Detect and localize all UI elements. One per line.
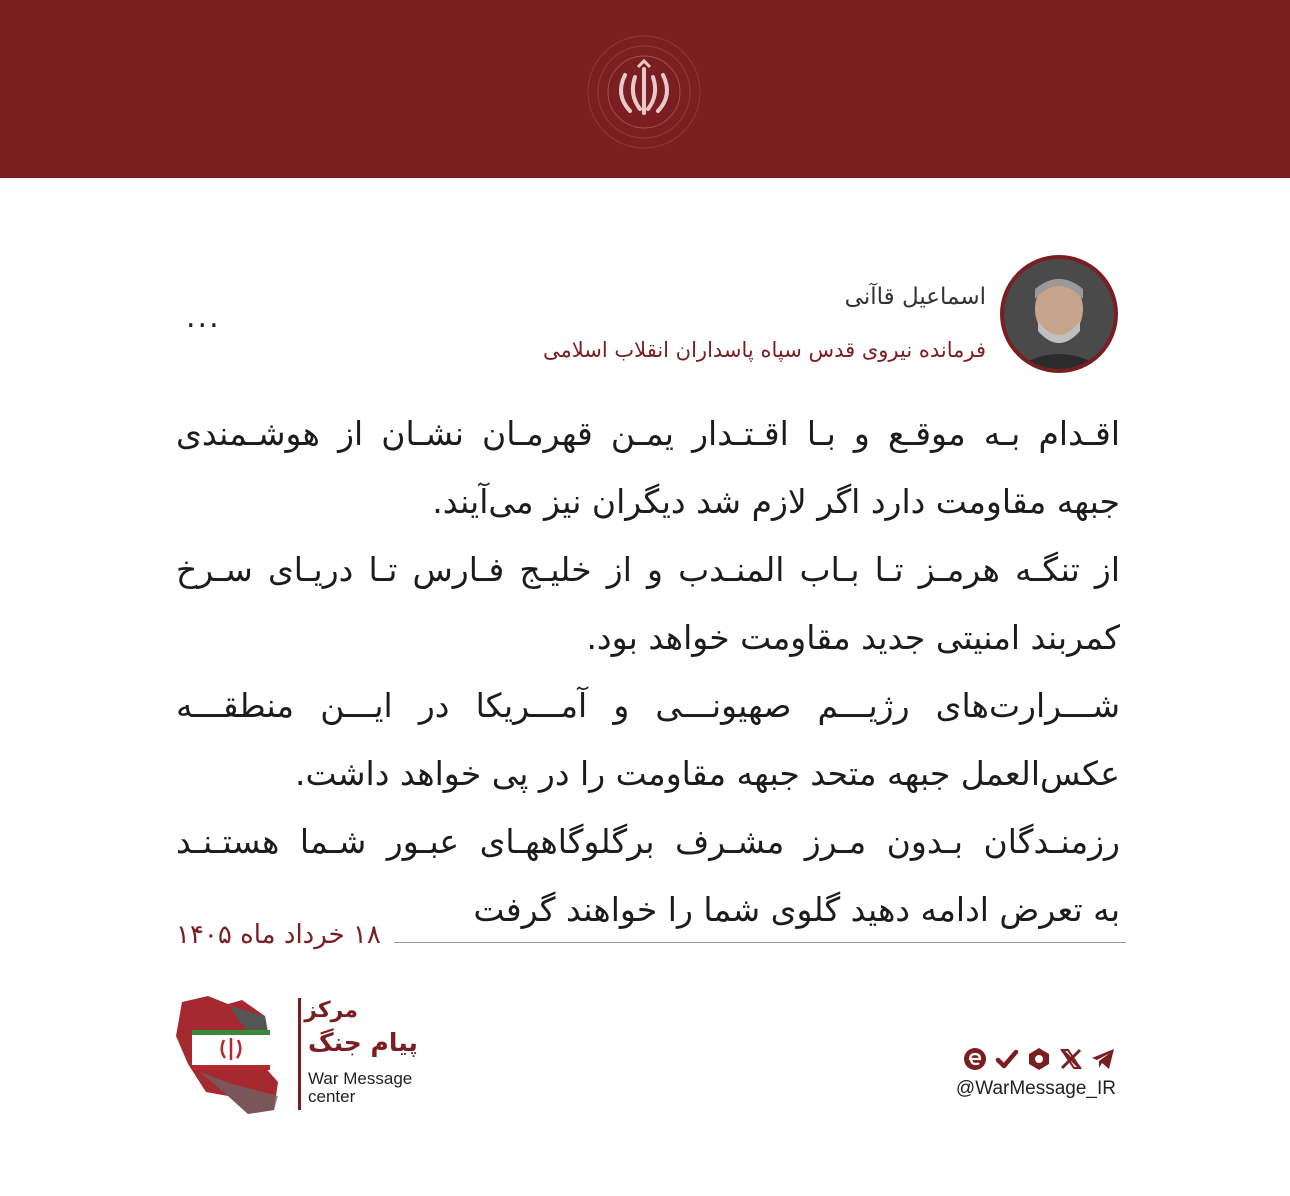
eitaa-icon[interactable] (962, 1046, 988, 1072)
quote-line: شـــرارت‌های رژیـــم صهیونـــی و آمـــریکا در ایـــن منطقـــه (176, 686, 1120, 725)
author-role: فرمانده نیروی قدس سپاه پاسداران انقلاب اسلامی (543, 338, 986, 362)
social-handle[interactable]: @WarMessage_IR (955, 1078, 1116, 1099)
quote-line: از تنگـه هرمـز تـا بـاب المنـدب و از خلیـج فـارس تـا دریـای سـرخ (176, 550, 1120, 589)
brand-name-en-1: War Message (308, 1069, 413, 1088)
quote-line: جبهه مقاومت دارد اگر لازم شد دیگران نیز می‌آیند. (432, 482, 1120, 521)
iran-map-flag-icon (170, 992, 290, 1117)
header-banner (0, 0, 1290, 178)
brand-name-en-2: center (308, 1087, 356, 1106)
brand-divider (298, 998, 301, 1110)
more-options-button[interactable]: ... (186, 300, 221, 335)
verified-check-icon[interactable] (994, 1046, 1020, 1072)
quote-line: اقـدام بـه موقـع و بـا اقـتـدار یمـن قهرمـان نشـان از هوشـمندی (176, 414, 1120, 453)
divider (394, 942, 1126, 943)
quote-body (176, 400, 1120, 944)
telegram-icon[interactable] (1090, 1046, 1116, 1072)
date-row (176, 920, 1126, 960)
social-icons (962, 1046, 1116, 1076)
quote-line: عکس‌العمل جبهه متحد جبهه مقاومت را در پی خواهد داشت. (295, 754, 1120, 793)
rubika-icon[interactable] (1026, 1046, 1052, 1072)
quote-line: به تعرض ادامه دهید گلوی شما را خواهند گرفت (473, 890, 1120, 929)
author-avatar[interactable] (1000, 255, 1118, 373)
iran-emblem-icon (585, 33, 703, 151)
brand-name-en (308, 1070, 412, 1106)
x-icon[interactable] (1058, 1046, 1084, 1072)
quote-line: کمربند امنیتی جدید مقاومت خواهد بود. (586, 618, 1120, 657)
social-links (950, 1040, 1120, 1110)
brand-name-fa-1: مرکز (304, 998, 358, 1023)
post-date: ۱۸ خرداد ماه ۱۴۰۵ (176, 920, 381, 950)
author-name: اسماعیل قاآنی (844, 284, 986, 310)
brand-logo (170, 992, 430, 1117)
quote-line: رزمنـدگان بـدون مـرز مشـرف برگلوگاههـای عبـور شـما هستـنـد (176, 822, 1120, 861)
author-photo (1004, 259, 1114, 369)
brand-name-fa-2: پیام جنگ (308, 1028, 418, 1057)
